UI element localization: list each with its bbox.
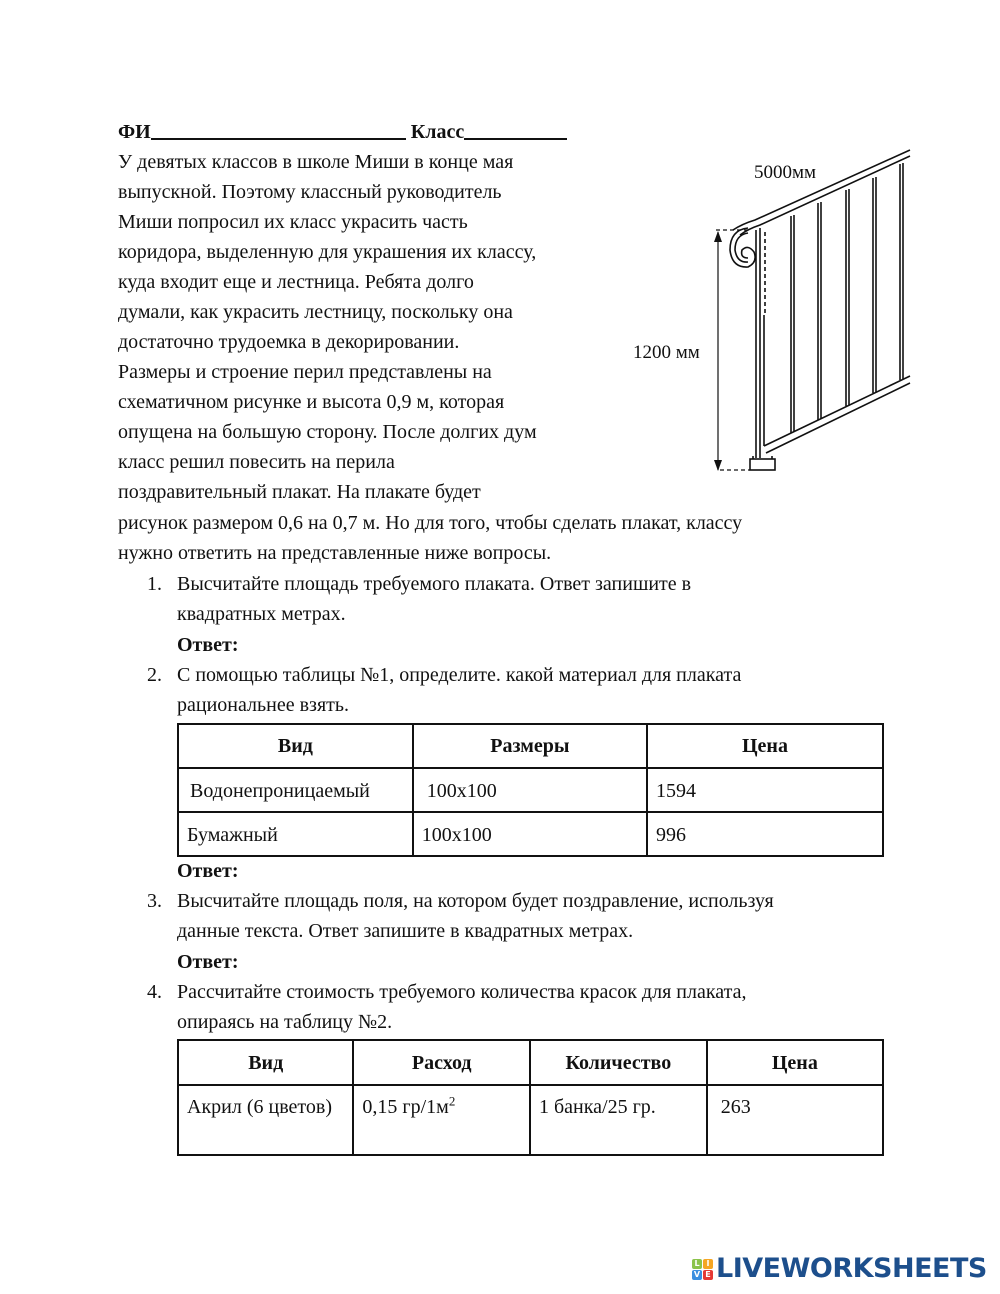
intro-line: коридора, выделенную для украшения их классу, <box>118 241 537 263</box>
materials-table <box>177 723 884 857</box>
answer-label[interactable]: Ответ: <box>177 951 239 973</box>
table-cell: Акрил (6 цветов) <box>178 1085 353 1155</box>
header-cell: Размеры <box>413 724 647 768</box>
table-cell: Бумажный <box>178 812 413 856</box>
header-cell: Цена <box>707 1040 883 1085</box>
table-cell: 100x100 <box>413 768 647 812</box>
answer-label[interactable]: Ответ: <box>177 634 239 656</box>
header-cell: Вид <box>178 1040 353 1085</box>
intro-line: класс решил повесить на перила <box>118 451 395 473</box>
intro-line: Миши попросил их класс украсить часть <box>118 211 468 233</box>
logo-letter: E <box>703 1270 713 1280</box>
table-cell: 1 банка/25 гр. <box>530 1085 707 1155</box>
header-cell: Количество <box>530 1040 707 1085</box>
logo-letter: I <box>703 1259 713 1269</box>
question-text: опираясь на таблицу №2. <box>177 1011 393 1033</box>
logo-letter: L <box>692 1259 702 1269</box>
table-header-row <box>178 724 883 768</box>
intro-line: нужно ответить на представленные ниже вопросы. <box>118 542 552 564</box>
intro-line: достаточно трудоемка в декорировании. <box>118 331 460 353</box>
intro-line: рисунок размером 0,6 на 0,7 м. Но для того, чтобы сделать плакат, классу <box>118 512 743 534</box>
logo-text: LIVEWORKSHEETS <box>716 1253 987 1284</box>
question-text: квадратных метрах. <box>177 603 346 625</box>
intro-line: куда входит еще и лестница. Ребята долго <box>118 271 474 293</box>
height-label: 1200 мм <box>633 342 700 363</box>
question-text: Рассчитайте стоимость требуемого количества красок для плаката, <box>177 981 747 1003</box>
length-label: 5000мм <box>754 162 817 183</box>
question-number: 4. <box>147 981 162 1003</box>
intro-line: опущена на большую сторону. После долгих дум <box>118 421 537 443</box>
table-cell: 996 <box>647 812 883 856</box>
question-text: Высчитайте площадь поля, на котором будет поздравление, используя <box>177 890 774 912</box>
live-grid-icon <box>692 1259 713 1280</box>
question-text: С помощью таблицы №1, определите. какой материал для плаката <box>177 664 742 686</box>
name-label: ФИ <box>118 121 151 143</box>
answer-label[interactable]: Ответ: <box>177 860 239 882</box>
question-number: 2. <box>147 664 162 686</box>
table-cell: 263 <box>707 1085 883 1155</box>
table-header-row <box>178 1040 883 1085</box>
railing-drawing-icon <box>620 140 920 480</box>
liveworksheets-logo[interactable] <box>692 1255 987 1283</box>
question-text: Высчитайте площадь требуемого плаката. Ответ запишите в <box>177 573 692 595</box>
table-cell: Водонепроницаемый <box>178 768 413 812</box>
name-blank-line[interactable] <box>151 118 406 140</box>
header-cell: Расход <box>353 1040 530 1085</box>
class-label: Класс <box>410 121 465 143</box>
paints-table <box>177 1039 884 1156</box>
question-text: данные текста. Ответ запишите в квадратных метрах. <box>177 920 634 942</box>
header-cell: Цена <box>647 724 883 768</box>
table-row <box>178 768 883 812</box>
superscript: 2 <box>448 1093 456 1109</box>
intro-line: поздравительный плакат. На плакате будет <box>118 481 481 503</box>
intro-line: выпускной. Поэтому классный руководитель <box>118 181 502 203</box>
question-text: рациональнее взять. <box>177 694 350 716</box>
logo-letter: V <box>693 1270 701 1279</box>
table-row <box>178 1085 883 1155</box>
intro-line: схематичном рисунке и высота 0,9 м, которая <box>118 391 505 413</box>
intro-line: Размеры и строение перил представлены на <box>118 361 492 383</box>
name-class-header <box>118 117 567 147</box>
class-blank-line[interactable] <box>464 118 567 140</box>
consumption-value: 0,15 гр/1м <box>362 1096 449 1118</box>
header-cell: Вид <box>178 724 413 768</box>
table-cell: 1594 <box>647 768 883 812</box>
intro-line: думали, как украсить лестницу, поскольку она <box>118 301 513 323</box>
question-number: 3. <box>147 890 162 912</box>
railing-figure <box>620 140 920 480</box>
question-number: 1. <box>147 573 162 595</box>
table-cell: 100x100 <box>413 812 647 856</box>
intro-line: У девятых классов в школе Миши в конце мая <box>118 151 514 173</box>
table-cell <box>353 1085 530 1155</box>
table-row <box>178 812 883 856</box>
